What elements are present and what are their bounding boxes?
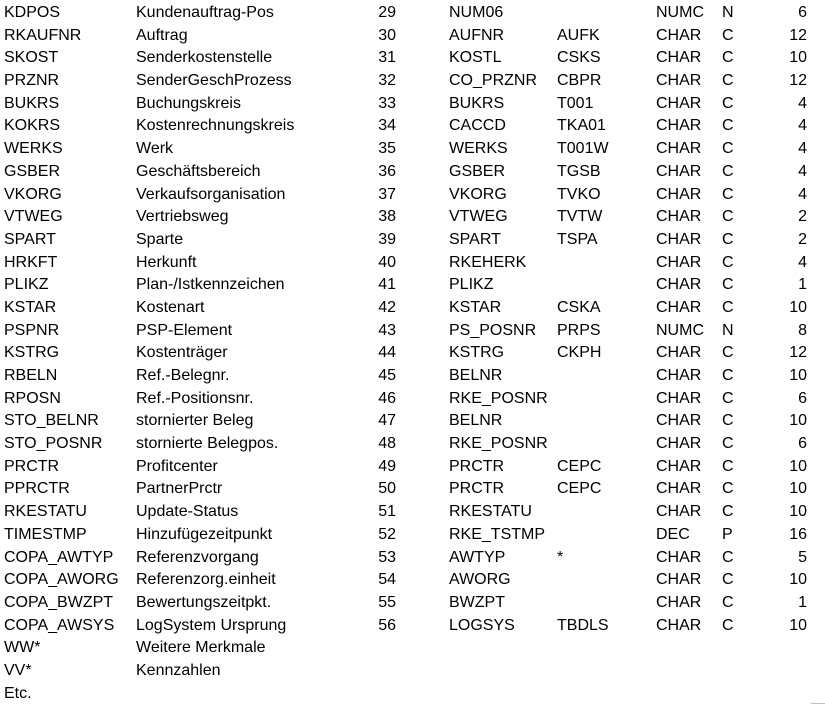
position-number: 33 — [378, 94, 396, 112]
field-length: 2 — [798, 208, 807, 226]
type-code: C — [722, 616, 734, 634]
field-name: VV* — [4, 661, 32, 679]
data-type: CHAR — [656, 185, 702, 203]
type-code: C — [722, 208, 734, 226]
data-element: BELNR — [449, 367, 503, 384]
field-name: KSTRG — [4, 344, 60, 362]
position-number: 43 — [378, 321, 396, 339]
field-table — [0, 2, 825, 705]
field-name: RBELN — [4, 367, 58, 384]
data-element: GSBER — [449, 162, 506, 180]
field-length: 6 — [798, 4, 807, 21]
data-type: CHAR — [656, 94, 702, 112]
field-description: Verkaufsorganisation — [136, 185, 286, 203]
table-row — [0, 252, 825, 275]
field-description: Buchungskreis — [136, 94, 241, 112]
field-name: KDPOS — [4, 4, 61, 21]
field-description: stornierter Beleg — [136, 412, 254, 430]
field-description: Referenzvorgang — [136, 548, 259, 566]
position-number: 51 — [378, 503, 396, 521]
data-type: CHAR — [656, 26, 702, 44]
table-row — [0, 70, 825, 93]
field-name: WERKS — [4, 140, 63, 158]
data-element: AUFNR — [449, 26, 505, 44]
type-code: C — [722, 412, 734, 430]
type-code: C — [722, 389, 734, 407]
type-code: C — [722, 298, 734, 316]
position-number: 35 — [378, 140, 396, 158]
field-name: COPA_AWSYS — [4, 616, 115, 634]
position-number: 48 — [378, 435, 396, 453]
data-element: NUM06 — [449, 4, 504, 21]
data-element: CO_PRZNR — [449, 72, 538, 90]
type-code: C — [722, 26, 734, 44]
check-table: TBDLS — [557, 616, 609, 634]
table-row — [0, 342, 825, 365]
field-description: Ref.-Belegnr. — [136, 367, 230, 384]
data-type: DEC — [656, 525, 690, 543]
data-type: CHAR — [656, 117, 702, 135]
table-row — [0, 229, 825, 252]
data-element: RKESTATU — [449, 503, 532, 521]
table-row — [0, 206, 825, 229]
type-code: C — [722, 162, 734, 180]
table-row — [0, 93, 825, 116]
table-row — [0, 297, 825, 320]
table-row — [0, 184, 825, 207]
field-description: Kennzahlen — [136, 661, 221, 679]
field-length: 4 — [798, 185, 807, 203]
table-row — [0, 138, 825, 161]
type-code: C — [722, 457, 734, 475]
data-type: CHAR — [656, 571, 702, 589]
field-length: 10 — [789, 457, 807, 475]
data-type: CHAR — [656, 548, 702, 566]
field-length: 4 — [798, 162, 807, 180]
data-type: CHAR — [656, 412, 702, 430]
field-description: Weitere Merkmale — [136, 639, 266, 657]
data-element: VKORG — [449, 185, 507, 203]
table-row — [0, 501, 825, 524]
table-row — [0, 2, 825, 25]
field-description: Auftrag — [136, 26, 188, 44]
field-length: 2 — [798, 230, 807, 248]
field-description: LogSystem Ursprung — [136, 616, 287, 634]
field-description: Werk — [136, 140, 174, 158]
position-number: 34 — [378, 117, 396, 135]
position-number: 50 — [378, 480, 396, 498]
position-number: 44 — [378, 344, 396, 362]
data-type: NUMC — [656, 321, 704, 339]
field-name: COPA_AWORG — [4, 571, 119, 589]
data-type: CHAR — [656, 435, 702, 453]
data-element: CACCD — [449, 117, 506, 135]
field-length: 12 — [789, 344, 807, 362]
field-length: 6 — [798, 435, 807, 453]
table-row — [0, 25, 825, 48]
position-number: 36 — [378, 162, 396, 180]
data-type: CHAR — [656, 49, 702, 67]
field-description: Kostenart — [136, 298, 205, 316]
field-name: GSBER — [4, 162, 61, 180]
field-description: Vertriebsweg — [136, 208, 229, 226]
field-length: 10 — [789, 412, 807, 430]
data-type: CHAR — [656, 480, 702, 498]
position-number: 54 — [378, 571, 396, 589]
check-table: TVTW — [557, 208, 603, 226]
table-row — [0, 524, 825, 547]
type-code: C — [722, 276, 734, 294]
field-name: PPRCTR — [4, 480, 70, 498]
position-number: 47 — [378, 412, 396, 430]
data-element: BUKRS — [449, 94, 505, 112]
data-element: AWTYP — [449, 548, 506, 566]
position-number: 41 — [378, 276, 396, 294]
table-row — [0, 569, 825, 592]
field-name: KOKRS — [4, 117, 61, 135]
field-name: TIMESTMP — [4, 525, 87, 543]
field-length: 10 — [789, 298, 807, 316]
check-table: CBPR — [557, 72, 602, 90]
field-length: 4 — [798, 253, 807, 271]
data-type: CHAR — [656, 457, 702, 475]
data-type: CHAR — [656, 208, 702, 226]
field-description: Senderkostenstelle — [136, 49, 273, 67]
field-length: 16 — [789, 525, 807, 543]
field-description: SenderGeschProzess — [136, 72, 292, 90]
position-number: 37 — [378, 185, 396, 203]
type-code: C — [722, 344, 734, 362]
table-row — [0, 274, 825, 297]
field-description: Kostenrechnungskreis — [136, 117, 295, 135]
position-number: 39 — [378, 230, 396, 248]
data-element: RKE_POSNR — [449, 389, 548, 407]
table-row — [0, 365, 825, 388]
position-number: 56 — [378, 616, 396, 634]
field-description: Kostenträger — [136, 344, 228, 362]
data-element: LOGSYS — [449, 616, 515, 634]
field-name: VKORG — [4, 185, 62, 203]
field-name: WW* — [4, 639, 41, 657]
field-name: Etc. — [4, 684, 32, 702]
field-name: RKESTATU — [4, 503, 87, 521]
field-length: 12 — [789, 72, 807, 90]
data-element: VTWEG — [449, 208, 508, 226]
check-table: TGSB — [557, 162, 601, 180]
check-table: TVKO — [557, 185, 601, 203]
field-description: Herkunft — [136, 253, 197, 271]
table-row — [0, 320, 825, 343]
position-number: 52 — [378, 525, 396, 543]
check-table: PRPS — [557, 321, 601, 339]
data-type: CHAR — [656, 593, 702, 611]
type-code: C — [722, 94, 734, 112]
data-element: RKEHERK — [449, 253, 527, 271]
field-length: 10 — [789, 571, 807, 589]
position-number: 42 — [378, 298, 396, 316]
field-name: COPA_AWTYP — [4, 548, 114, 566]
table-row — [0, 478, 825, 501]
data-type: CHAR — [656, 367, 702, 384]
data-element: RKE_POSNR — [449, 435, 548, 453]
check-table: T001W — [557, 140, 609, 158]
check-table: TKA01 — [557, 117, 606, 135]
position-number: 29 — [378, 4, 396, 21]
field-length: 10 — [789, 480, 807, 498]
table-row — [0, 161, 825, 184]
field-length: 10 — [789, 503, 807, 521]
field-length: 1 — [798, 593, 807, 611]
table-row — [0, 47, 825, 70]
position-number: 55 — [378, 593, 396, 611]
data-type: CHAR — [656, 616, 702, 634]
type-code: C — [722, 548, 734, 566]
data-element: WERKS — [449, 140, 508, 158]
position-number: 45 — [378, 367, 396, 384]
table-row — [0, 115, 825, 138]
check-table: * — [557, 548, 564, 566]
type-code: C — [722, 593, 734, 611]
data-type: NUMC — [656, 4, 704, 21]
type-code: C — [722, 253, 734, 271]
type-code: N — [722, 321, 734, 339]
data-type: CHAR — [656, 503, 702, 521]
position-number: 30 — [378, 26, 396, 44]
field-name: COPA_BWZPT — [4, 593, 114, 611]
field-name: PLIKZ — [4, 276, 49, 294]
field-length: 8 — [798, 321, 807, 339]
type-code: C — [722, 230, 734, 248]
data-element: KOSTL — [449, 49, 502, 67]
field-name: RKAUFNR — [4, 26, 82, 44]
table-row — [0, 615, 825, 638]
position-number: 53 — [378, 548, 396, 566]
table-row — [0, 410, 825, 433]
type-code: C — [722, 367, 734, 384]
field-length: 12 — [789, 26, 807, 44]
check-table: CSKS — [557, 49, 601, 67]
type-code: N — [722, 4, 734, 21]
type-code: C — [722, 72, 734, 90]
field-description: Update-Status — [136, 503, 239, 521]
data-type: CHAR — [656, 276, 702, 294]
data-type: CHAR — [656, 298, 702, 316]
table-row — [0, 592, 825, 615]
data-type: CHAR — [656, 72, 702, 90]
data-element: BELNR — [449, 412, 503, 430]
field-description: PartnerPrctr — [136, 480, 223, 498]
field-description: Kundenauftrag-Pos — [136, 4, 274, 21]
data-element: BWZPT — [449, 593, 505, 611]
data-element: PRCTR — [449, 457, 505, 475]
table-row — [0, 433, 825, 456]
table-row — [0, 388, 825, 411]
data-element: AWORG — [449, 571, 511, 589]
field-name: VTWEG — [4, 208, 63, 226]
field-length: 10 — [789, 616, 807, 634]
position-number: 46 — [378, 389, 396, 407]
table-row — [0, 456, 825, 479]
type-code: C — [722, 49, 734, 67]
field-name: BUKRS — [4, 94, 60, 112]
data-element: PLIKZ — [449, 276, 494, 294]
data-type: CHAR — [656, 253, 702, 271]
field-length: 10 — [789, 49, 807, 67]
check-table: T001 — [557, 94, 594, 112]
field-length: 6 — [798, 389, 807, 407]
table-row — [0, 660, 825, 683]
data-type: CHAR — [656, 389, 702, 407]
field-length: 5 — [798, 548, 807, 566]
field-name: PSPNR — [4, 321, 60, 339]
data-type: CHAR — [656, 344, 702, 362]
field-length: 1 — [798, 276, 807, 294]
position-number: 32 — [378, 72, 396, 90]
field-name: PRZNR — [4, 72, 60, 90]
position-number: 31 — [378, 49, 396, 67]
table-row — [0, 547, 825, 570]
field-name: SPART — [4, 230, 56, 248]
data-element: KSTRG — [449, 344, 505, 362]
check-table: CEPC — [557, 457, 602, 475]
field-description: Hinzufügezeitpunkt — [136, 525, 273, 543]
table-row — [0, 683, 825, 706]
field-description: Bewertungszeitpkt. — [136, 593, 272, 611]
check-table: TSPA — [557, 230, 598, 248]
data-type: CHAR — [656, 140, 702, 158]
type-code: C — [722, 503, 734, 521]
data-element: PS_POSNR — [449, 321, 537, 339]
check-table: AUFK — [557, 26, 600, 44]
field-name: SKOST — [4, 49, 59, 67]
field-length: 4 — [798, 94, 807, 112]
field-name: RPOSN — [4, 389, 61, 407]
field-length: 4 — [798, 117, 807, 135]
check-table: CEPC — [557, 480, 602, 498]
field-length: 10 — [789, 367, 807, 384]
field-description: Sparte — [136, 230, 184, 248]
field-description: Plan-/Istkennzeichen — [136, 276, 285, 294]
position-number: 40 — [378, 253, 396, 271]
corner-mark — [811, 703, 825, 704]
field-description: Geschäftsbereich — [136, 162, 261, 180]
type-code: C — [722, 480, 734, 498]
type-code: C — [722, 185, 734, 203]
type-code: C — [722, 117, 734, 135]
data-element: SPART — [449, 230, 501, 248]
data-element: RKE_TSTMP — [449, 525, 546, 543]
data-element: PRCTR — [449, 480, 505, 498]
data-type: CHAR — [656, 230, 702, 248]
type-code: C — [722, 571, 734, 589]
check-table: CSKA — [557, 298, 601, 316]
position-number: 38 — [378, 208, 396, 226]
data-type: CHAR — [656, 162, 702, 180]
field-description: stornierte Belegpos. — [136, 435, 279, 453]
type-code: P — [722, 525, 733, 543]
field-length: 4 — [798, 140, 807, 158]
table-row — [0, 637, 825, 660]
field-description: Profitcenter — [136, 457, 218, 475]
field-name: HRKFT — [4, 253, 58, 271]
field-name: STO_POSNR — [4, 435, 103, 453]
field-description: Referenzorg.einheit — [136, 571, 276, 589]
type-code: C — [722, 435, 734, 453]
type-code: C — [722, 140, 734, 158]
field-description: Ref.-Positionsnr. — [136, 389, 254, 407]
check-table: CKPH — [557, 344, 602, 362]
field-description: PSP-Element — [136, 321, 233, 339]
position-number: 49 — [378, 457, 396, 475]
field-name: KSTAR — [4, 298, 57, 316]
data-element: KSTAR — [449, 298, 502, 316]
field-name: STO_BELNR — [4, 412, 99, 430]
field-name: PRCTR — [4, 457, 60, 475]
